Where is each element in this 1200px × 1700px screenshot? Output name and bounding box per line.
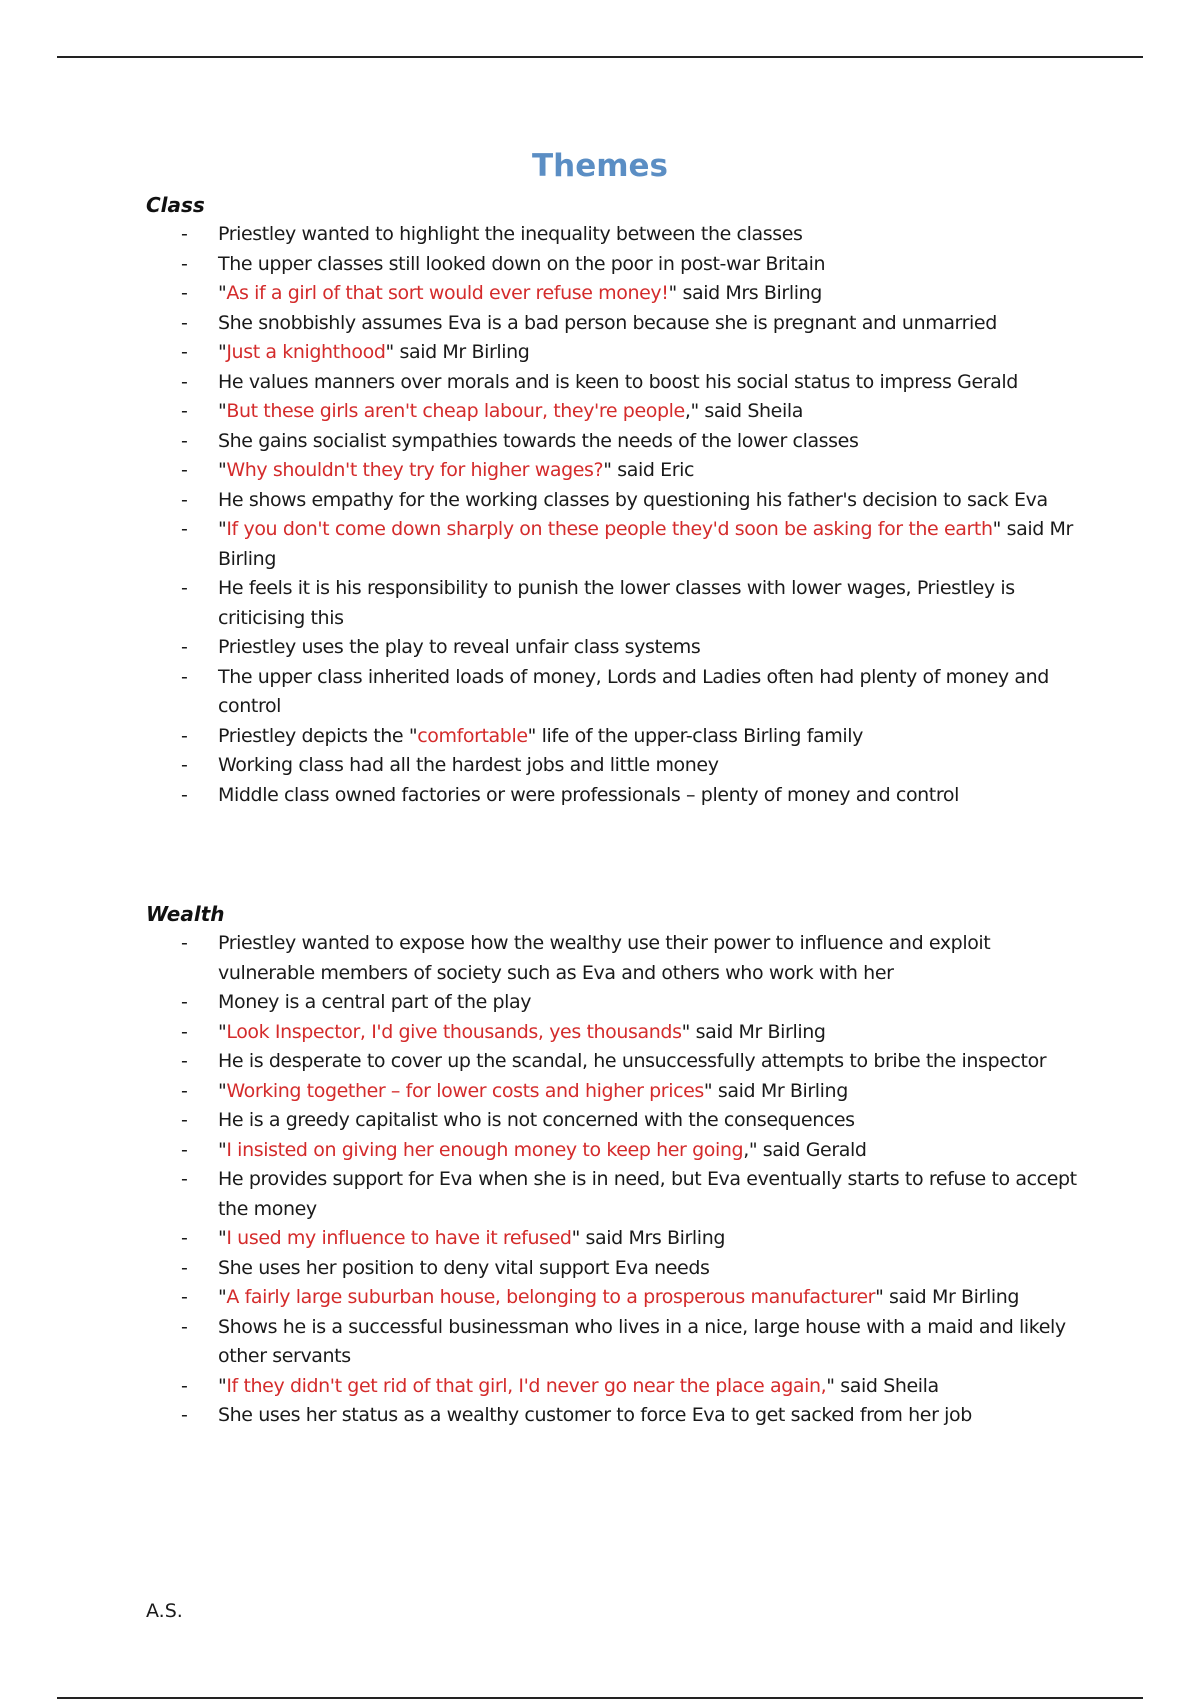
bullet-dash: -	[181, 783, 188, 806]
item-text: " said Eric	[603, 459, 695, 481]
item-text: " said Mr Birling	[218, 518, 1073, 570]
bullet-dash: -	[181, 754, 188, 776]
bullet-dash: -	[181, 341, 188, 363]
list-item	[146, 1224, 1086, 1254]
bullet-dash: -	[181, 252, 188, 275]
item-text: "	[218, 1079, 227, 1102]
bullet-dash: -	[181, 311, 188, 334]
bullet-dash: -	[181, 724, 188, 747]
list-item	[146, 1136, 1086, 1166]
item-text: He is a greedy capitalist who is not concerned with the consequences	[218, 1109, 855, 1131]
list-item	[146, 279, 1086, 309]
quote-text: But these girls aren't cheap labour, they're people	[226, 400, 685, 422]
item-text: "	[218, 1286, 227, 1308]
item-text: She gains socialist sympathies towards the needs of the lower classes	[218, 429, 859, 452]
bullet-dash: -	[181, 665, 188, 688]
bullet-dash: -	[181, 370, 188, 393]
quote-text: Just a knighthood	[226, 341, 386, 363]
bullet-dash: -	[181, 577, 188, 599]
item-text: " said Mrs Birling	[668, 282, 822, 304]
list-item	[146, 368, 1086, 398]
item-text: " life of the upper-class Birling family	[527, 724, 863, 747]
page-title: Themes	[531, 148, 669, 184]
bullet-dash: -	[181, 488, 188, 511]
bullet-dash: -	[181, 1374, 188, 1397]
bullet-dash: -	[181, 1227, 188, 1249]
bullet-dash: -	[181, 459, 188, 481]
bullet-list	[146, 929, 1086, 1431]
list-item	[146, 751, 1086, 781]
list-item	[146, 250, 1086, 280]
item-text: He is desperate to cover up the scandal, he unsuccessfully attempts to bribe the inspector	[218, 1050, 1047, 1072]
item-text: The upper class inherited loads of money, Lords and Ladies often had plenty of money and control	[218, 665, 1049, 717]
list-item	[146, 574, 1086, 633]
list-item	[146, 1165, 1086, 1224]
bullet-dash: -	[181, 932, 188, 954]
list-item	[146, 929, 1086, 988]
list-item	[146, 722, 1086, 752]
list-item	[146, 988, 1086, 1018]
list-item	[146, 1372, 1086, 1402]
item-text: "	[218, 459, 227, 481]
item-text: She uses her status as a wealthy customer to force Eva to get sacked from her job	[218, 1404, 972, 1426]
list-item	[146, 633, 1086, 663]
header-rule	[57, 56, 1143, 58]
list-item	[146, 1077, 1086, 1107]
list-item	[146, 1254, 1086, 1284]
item-text: "	[218, 1227, 227, 1249]
item-text: "	[218, 1138, 227, 1161]
bullet-dash: -	[181, 1109, 188, 1131]
item-text: "	[218, 282, 227, 304]
item-text: He values manners over morals and is keen to boost his social status to impress Gerald	[218, 370, 1018, 393]
quote-text: I used my influence to have it refused	[226, 1227, 572, 1249]
bullet-dash: -	[181, 1315, 188, 1338]
bullet-dash: -	[181, 1020, 188, 1043]
list-item	[146, 1047, 1086, 1077]
bullet-dash: -	[181, 400, 188, 422]
quote-text: If they didn't get rid of that girl, I'd never go near the place again,	[226, 1374, 827, 1397]
item-text: Working class had all the hardest jobs and little money	[218, 754, 719, 776]
item-text: " said Mrs Birling	[571, 1227, 725, 1249]
author-initials: A.S.	[146, 1600, 183, 1622]
item-text: " said Mr Birling	[681, 1020, 826, 1043]
quote-text: I insisted on giving her enough money to keep her going	[226, 1138, 744, 1161]
bullet-dash: -	[181, 991, 188, 1013]
item-text: Priestley wanted to highlight the inequality between the classes	[218, 223, 803, 245]
quote-text: Working together – for lower costs and higher prices	[226, 1079, 704, 1102]
bullet-dash: -	[181, 282, 188, 304]
quote-text: A fairly large suburban house, belonging to a prosperous manufacturer	[226, 1286, 876, 1308]
section-class	[146, 191, 1086, 810]
item-text: "	[218, 400, 227, 422]
bullet-dash: -	[181, 429, 188, 452]
list-item	[146, 456, 1086, 486]
item-text: " said Sheila	[826, 1374, 939, 1397]
item-text: " said Mr Birling	[385, 341, 530, 363]
bullet-dash: -	[181, 1079, 188, 1102]
item-text: "	[218, 518, 227, 540]
item-text: She uses her position to deny vital support Eva needs	[218, 1256, 710, 1279]
footer-rule	[57, 1697, 1143, 1699]
list-item	[146, 1106, 1086, 1136]
section-wealth	[146, 900, 1086, 1431]
section-heading: Wealth	[146, 902, 225, 926]
item-text: Shows he is a successful businessman who lives in a nice, large house with a maid and likely other servants	[218, 1315, 1066, 1367]
item-text: Priestley uses the play to reveal unfair class systems	[218, 636, 701, 658]
item-text: "	[218, 341, 227, 363]
item-text: " said Mr Birling	[703, 1079, 848, 1102]
bullet-dash: -	[181, 518, 188, 540]
list-item	[146, 1018, 1086, 1048]
bullet-dash: -	[181, 1050, 188, 1072]
quote-text: As if a girl of that sort would ever refuse money!	[226, 282, 669, 304]
section-heading: Class	[146, 193, 205, 217]
list-item	[146, 1401, 1086, 1431]
list-item	[146, 309, 1086, 339]
list-item	[146, 781, 1086, 811]
quote-text: If you don't come down sharply on these people they'd soon be asking for the earth	[226, 518, 993, 540]
item-text: She snobbishly assumes Eva is a bad person because she is pregnant and unmarried	[218, 311, 997, 334]
bullet-dash: -	[181, 1256, 188, 1279]
item-text: Money is a central part of the play	[218, 991, 532, 1013]
list-item	[146, 1313, 1086, 1372]
bullet-dash: -	[181, 1168, 188, 1190]
item-text: " said Mr Birling	[875, 1286, 1020, 1308]
list-item	[146, 486, 1086, 516]
bullet-list	[146, 220, 1086, 810]
list-item	[146, 427, 1086, 457]
item-text: He shows empathy for the working classes by questioning his father's decision to sack Eva	[218, 488, 1048, 511]
quote-text: comfortable	[417, 724, 528, 747]
list-item	[146, 1283, 1086, 1313]
item-text: Priestley depicts the "	[218, 724, 418, 747]
list-item	[146, 338, 1086, 368]
bullet-dash: -	[181, 1404, 188, 1426]
item-text: Priestley wanted to expose how the wealthy use their power to influence and exploit vulnerable members of society such as Eva and others who work with her	[218, 932, 991, 984]
item-text: He provides support for Eva when she is in need, but Eva eventually starts to refuse to accept the money	[218, 1168, 1077, 1220]
bullet-dash: -	[181, 1286, 188, 1308]
item-text: The upper classes still looked down on the poor in post-war Britain	[218, 252, 826, 275]
list-item	[146, 397, 1086, 427]
list-item	[146, 220, 1086, 250]
item-text: ," said Gerald	[743, 1138, 867, 1161]
item-text: "	[218, 1374, 227, 1397]
item-text: Middle class owned factories or were professionals – plenty of money and control	[218, 783, 959, 806]
list-item	[146, 663, 1086, 722]
quote-text: Look Inspector, I'd give thousands, yes thousands	[226, 1020, 682, 1043]
bullet-dash: -	[181, 1138, 188, 1161]
item-text: "	[218, 1020, 227, 1043]
quote-text: Why shouldn't they try for higher wages?	[226, 459, 604, 481]
bullet-dash: -	[181, 223, 188, 245]
item-text: ," said Sheila	[684, 400, 803, 422]
item-text: He feels it is his responsibility to punish the lower classes with lower wages, Priestley is criticising this	[218, 577, 1015, 629]
list-item	[146, 515, 1086, 574]
bullet-dash: -	[181, 636, 188, 658]
